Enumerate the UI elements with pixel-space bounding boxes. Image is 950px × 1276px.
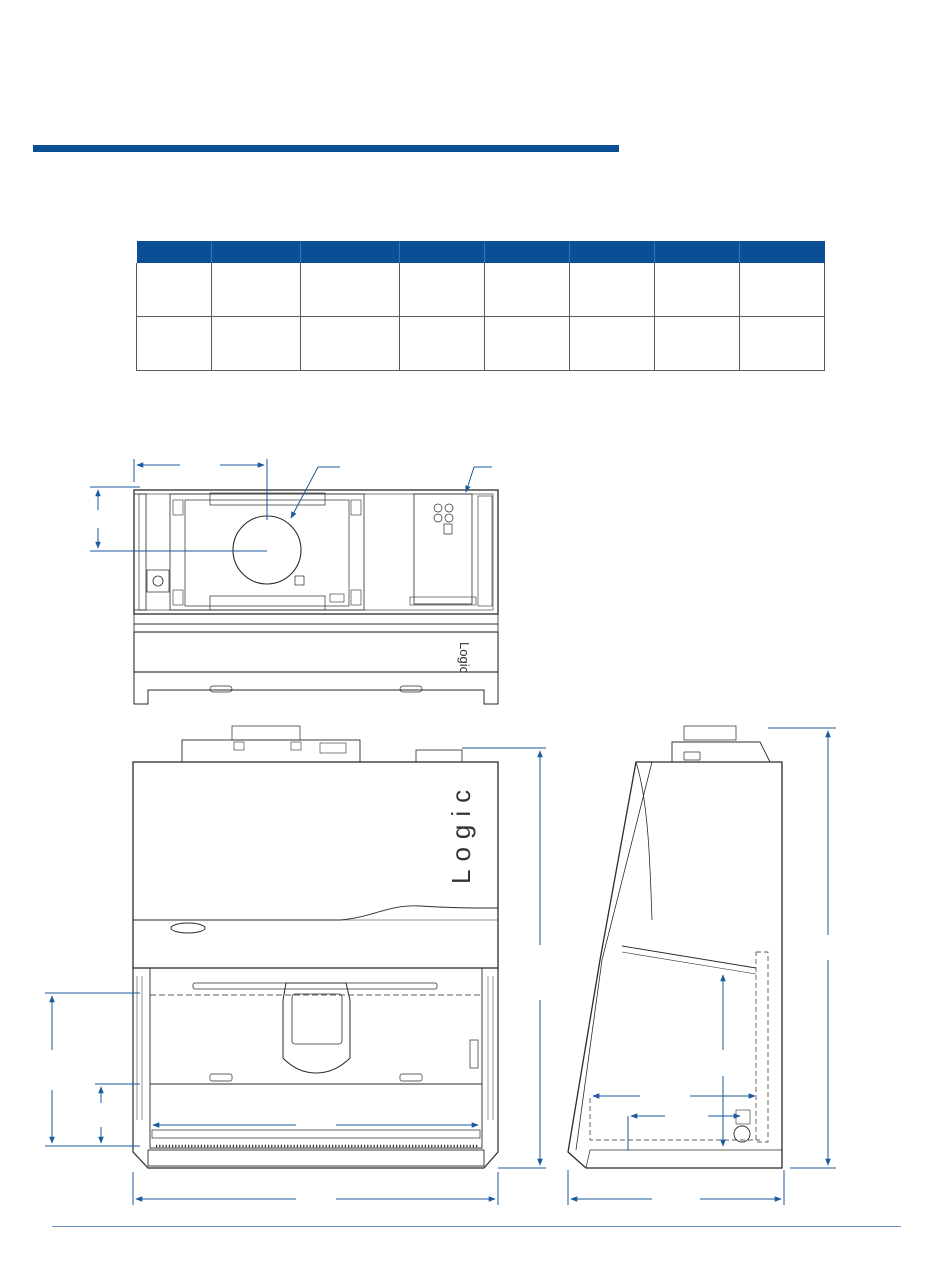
top-view-drawing (134, 490, 498, 704)
top-view-logo: Logic (457, 642, 472, 674)
side-view-drawing (568, 726, 782, 1168)
front-view-drawing (133, 726, 498, 1168)
front-view-logo: Logic (446, 781, 476, 884)
side-view-dimensions (568, 728, 836, 1205)
footer-rule (52, 1226, 901, 1227)
